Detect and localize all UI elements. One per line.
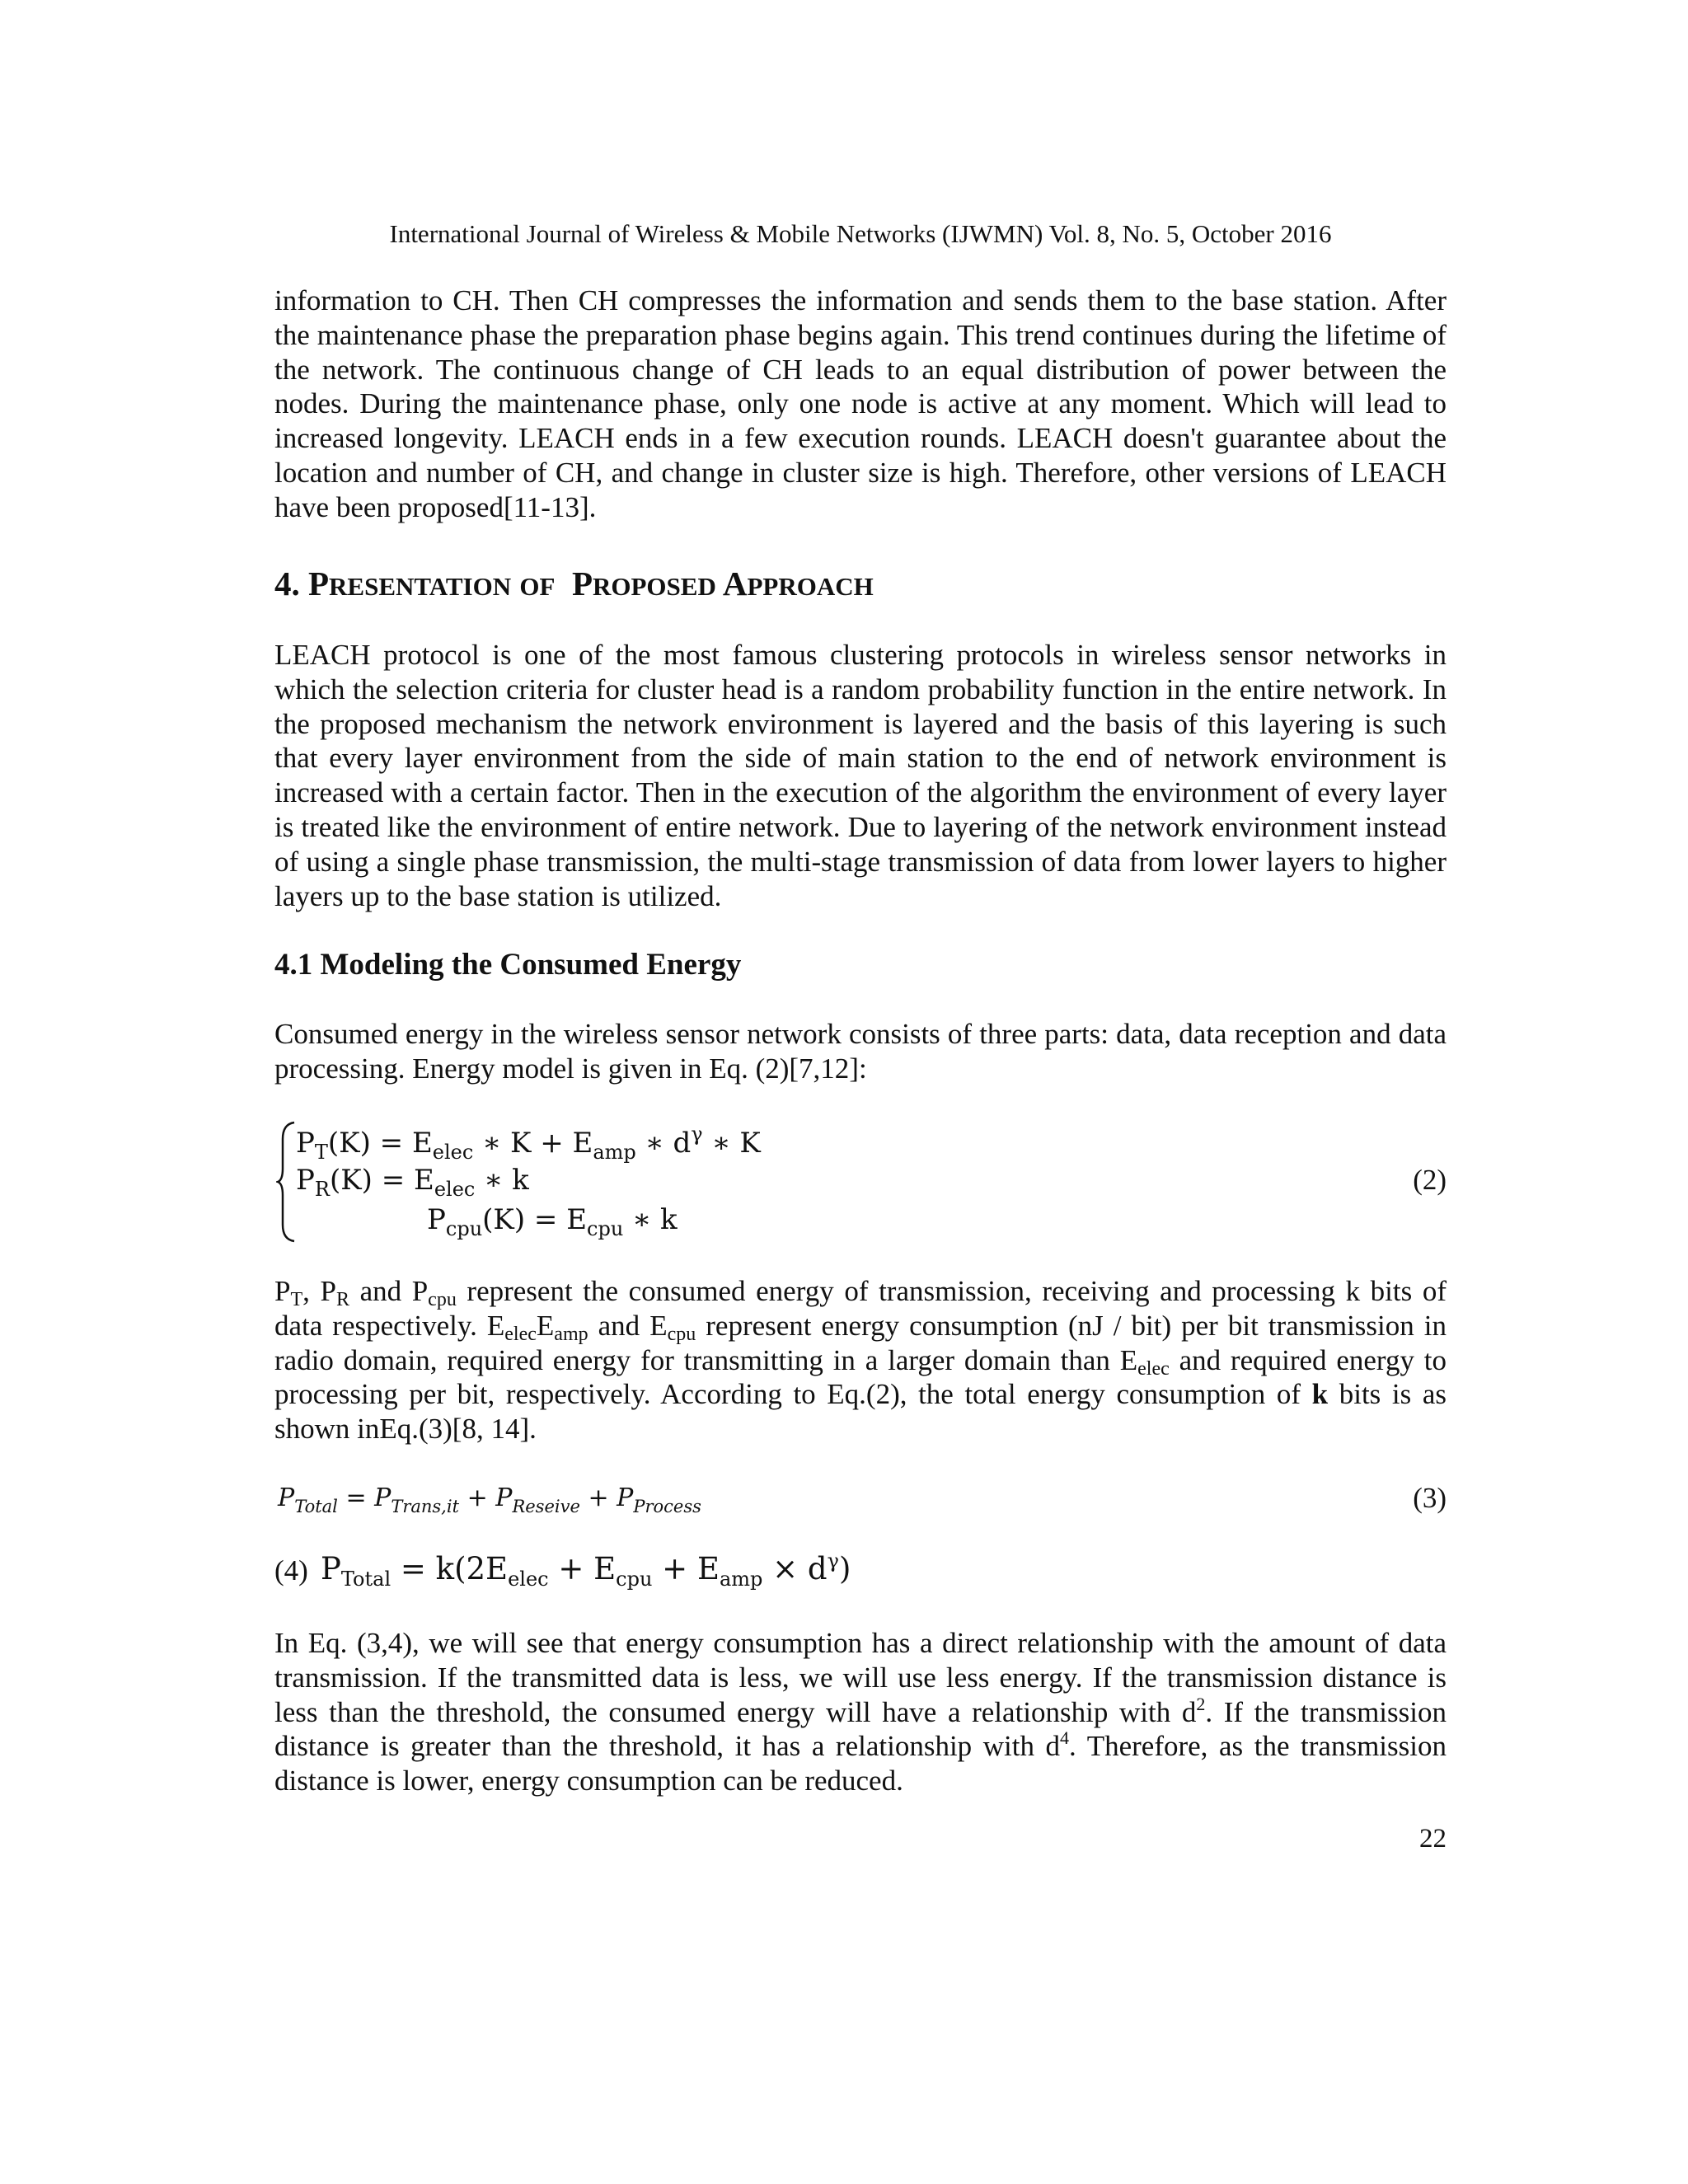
eq2-number: (2) [1413,1164,1447,1196]
running-header: International Journal of Wireless & Mobile Networks (IJWMN) Vol. 8, No. 5, October 2016 [389,219,1332,248]
page-number: 22 [1419,1824,1447,1854]
eq2-line-receive: $P_R(K) = E_{elec}$ ∗ k [296,1164,529,1201]
equation-4 [274,1549,1447,1599]
section-4-1-paragraph-3: In Eq. (3,4), we will see that energy consumption has a direct relationship with the amount of data transmission. If the transmitted data is less, we will use less energy. If the transmission distance is less than the threshold, the consumed energy will have a relationship with $d^2$. If the transmission distance is greater than the threshold, it has a relationship with $d^4$. Therefore, as the transmission distance is lower, energy consumption can be reduced. [274,1627,1447,1797]
section-4-1-heading: 4.1 Modeling the Consumed Energy [274,948,742,982]
left-brace-icon [276,1121,298,1243]
eq2-line-transmit: $P_T(K) = E_{elec}$ ∗ $K + E_{amp}$ ∗ $d^\gamma$ ∗ K [296,1122,761,1164]
eq2-line-cpu: $P_{cpu}(K) = E_{cpu}$ ∗ k [427,1203,678,1240]
intro-paragraph: information to CH. Then CH compresses the information and sends them to the base station. After the maintenance phase the preparation phase begins again. This trend continues during the lifetime of the network. The continuous change of CH leads to an equal distribution of power between the nodes. During the maintenance phase, only one node is active at any moment. Which will lead to increased longevity. LEACH ends in a few execution rounds. LEACH doesn't guarantee about the location and number of CH, and change in cluster size is high. Therefore, other versions of LEACH have been proposed[11-13]. [274,284,1447,523]
eq4-label: (4) [274,1554,308,1586]
section-number: 4. [274,565,300,602]
section-4-1-paragraph-2: $P_T$, $P_R$ and $P_{cpu}$ represent the consumed energy of transmission, receiving and processing k bits of data respectively. $E_{elec}E_{amp}$ and $E_{cpu}$ represent energy consumption (nJ / bit) per bit transmission in radio domain, required energy for transmitting in a larger domain than $E_{elec}$ and required energy to processing per bit, respectively. According to Eq.(2), the total energy consumption of k bits is as shown inEq.(3)[8, 14]. [274,1275,1447,1446]
equation-3 [274,1482,1447,1523]
section-4-1-paragraph-1: Consumed energy in the wireless sensor network consists of three parts: data, data reception and data processing. Energy model is given in Eq. (2)[7,12]: [274,1018,1447,1085]
section-4-paragraph: LEACH protocol is one of the most famous clustering protocols in wireless sensor networks in which the selection criteria for cluster head is a random probability function in the entire network. In the proposed mechanism the network environment is layered and the basis of this layering is such that every layer environment from the side of main station to the end of network environment is increased with a certain factor. Then in the execution of the algorithm the environment of every layer is treated like the environment of entire network. Due to layering of the network environment instead of using a single phase transmission, the multi-stage transmission of data from lower layers to higher layers up to the base station is utilized. [274,639,1447,912]
eq4-expression: $P_{Total} = k(2E_{elec} + E_{cpu} + E_{amp} \times d^\gamma)$ [321,1549,851,1591]
eq3-number: (3) [1413,1482,1447,1514]
eq3-expression: $P_{Total} = P_{Trans,it} + P_{Reseive} + P_{Process}$ [278,1483,701,1516]
equation-2 [274,1121,1447,1244]
section-4-heading: 4. PRESENTATION OF PROPOSED APPROACH [274,565,874,602]
